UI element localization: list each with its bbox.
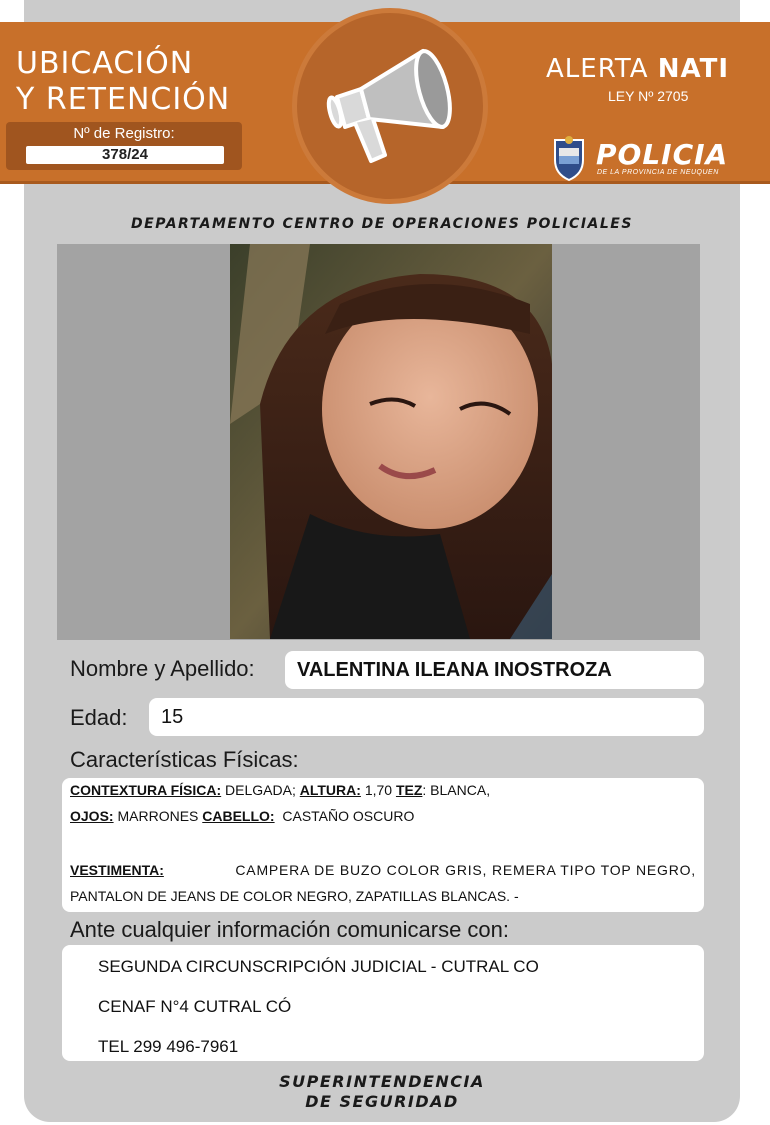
- tez-label: TEZ: [395, 782, 423, 798]
- ojos-value: MARRONES: [117, 808, 199, 824]
- footer-line-1: SUPERINTENDENCIA: [279, 1072, 485, 1091]
- tez-value: : BLANCA,: [422, 782, 491, 798]
- alerta-prefix: ALERTA: [546, 54, 649, 84]
- policia-logo-text: POLICIA: [596, 138, 729, 171]
- cabello-value: CASTAÑO OSCURO: [282, 808, 415, 824]
- department-title: DEPARTAMENTO CENTRO DE OPERACIONES POLICIALES: [131, 216, 633, 232]
- title-line-1: UBICACIÓN: [16, 46, 194, 81]
- registro-box: [6, 122, 242, 170]
- char-line-3: [70, 862, 696, 878]
- vestimenta-value-2: PANTALON DE JEANS DE COLOR NEGRO, ZAPATILLAS BLANCAS. -: [70, 888, 519, 904]
- policia-subtitle: DE LA PROVINCIA DE NEUQUEN: [597, 169, 719, 176]
- alerta-nati-title: [546, 54, 729, 84]
- registro-label: Nº de Registro:: [73, 125, 175, 142]
- contact-line: SEGUNDA CIRCUNSCRIPCIÓN JUDICIAL - CUTRAL CO: [98, 957, 539, 976]
- police-shield-icon: [551, 134, 587, 182]
- megaphone-badge: [292, 8, 488, 204]
- cabello-label: CABELLO:: [202, 808, 275, 824]
- person-photo: [230, 244, 552, 639]
- contextura-label: CONTEXTURA FÍSICA:: [70, 782, 222, 798]
- characteristics-label: Características Físicas:: [70, 747, 299, 772]
- altura-label: ALTURA:: [299, 782, 361, 798]
- ley-number: LEY Nº 2705: [608, 88, 689, 104]
- name-value: VALENTINA ILEANA INOSTROZA: [285, 651, 704, 689]
- footer-title: [24, 1072, 740, 1112]
- registro-value: 378/24: [26, 146, 224, 164]
- ojos-label: OJOS:: [70, 808, 114, 824]
- age-label: Edad:: [70, 705, 128, 730]
- vestimenta-label: VESTIMENTA:: [70, 862, 164, 878]
- title-line-2: Y RETENCIÓN: [16, 82, 231, 117]
- characteristics-box: [62, 778, 704, 912]
- footer-line-2: DE SEGURIDAD: [305, 1092, 459, 1111]
- contact-box: [62, 945, 704, 1061]
- char-line-1: [70, 782, 490, 798]
- vestimenta-value-1: CAMPERA DE BUZO COLOR GRIS, REMERA TIPO TOP NEGRO,: [235, 862, 696, 878]
- char-line-4: [70, 888, 519, 904]
- contact-line: CENAF N°4 CUTRAL CÓ: [98, 997, 292, 1016]
- name-label: Nombre y Apellido:: [70, 656, 255, 681]
- contact-label: Ante cualquier información comunicarse con:: [70, 917, 510, 942]
- contact-phone: TEL 299 496-7961: [98, 1037, 239, 1056]
- contextura-value: DELGADA;: [225, 782, 296, 798]
- age-value: 15: [149, 698, 704, 736]
- altura-value: 1,70: [364, 782, 393, 798]
- alerta-name: NATI: [657, 54, 730, 84]
- alert-type-title: [16, 46, 230, 118]
- char-line-2: [70, 808, 414, 824]
- megaphone-icon: [315, 35, 465, 175]
